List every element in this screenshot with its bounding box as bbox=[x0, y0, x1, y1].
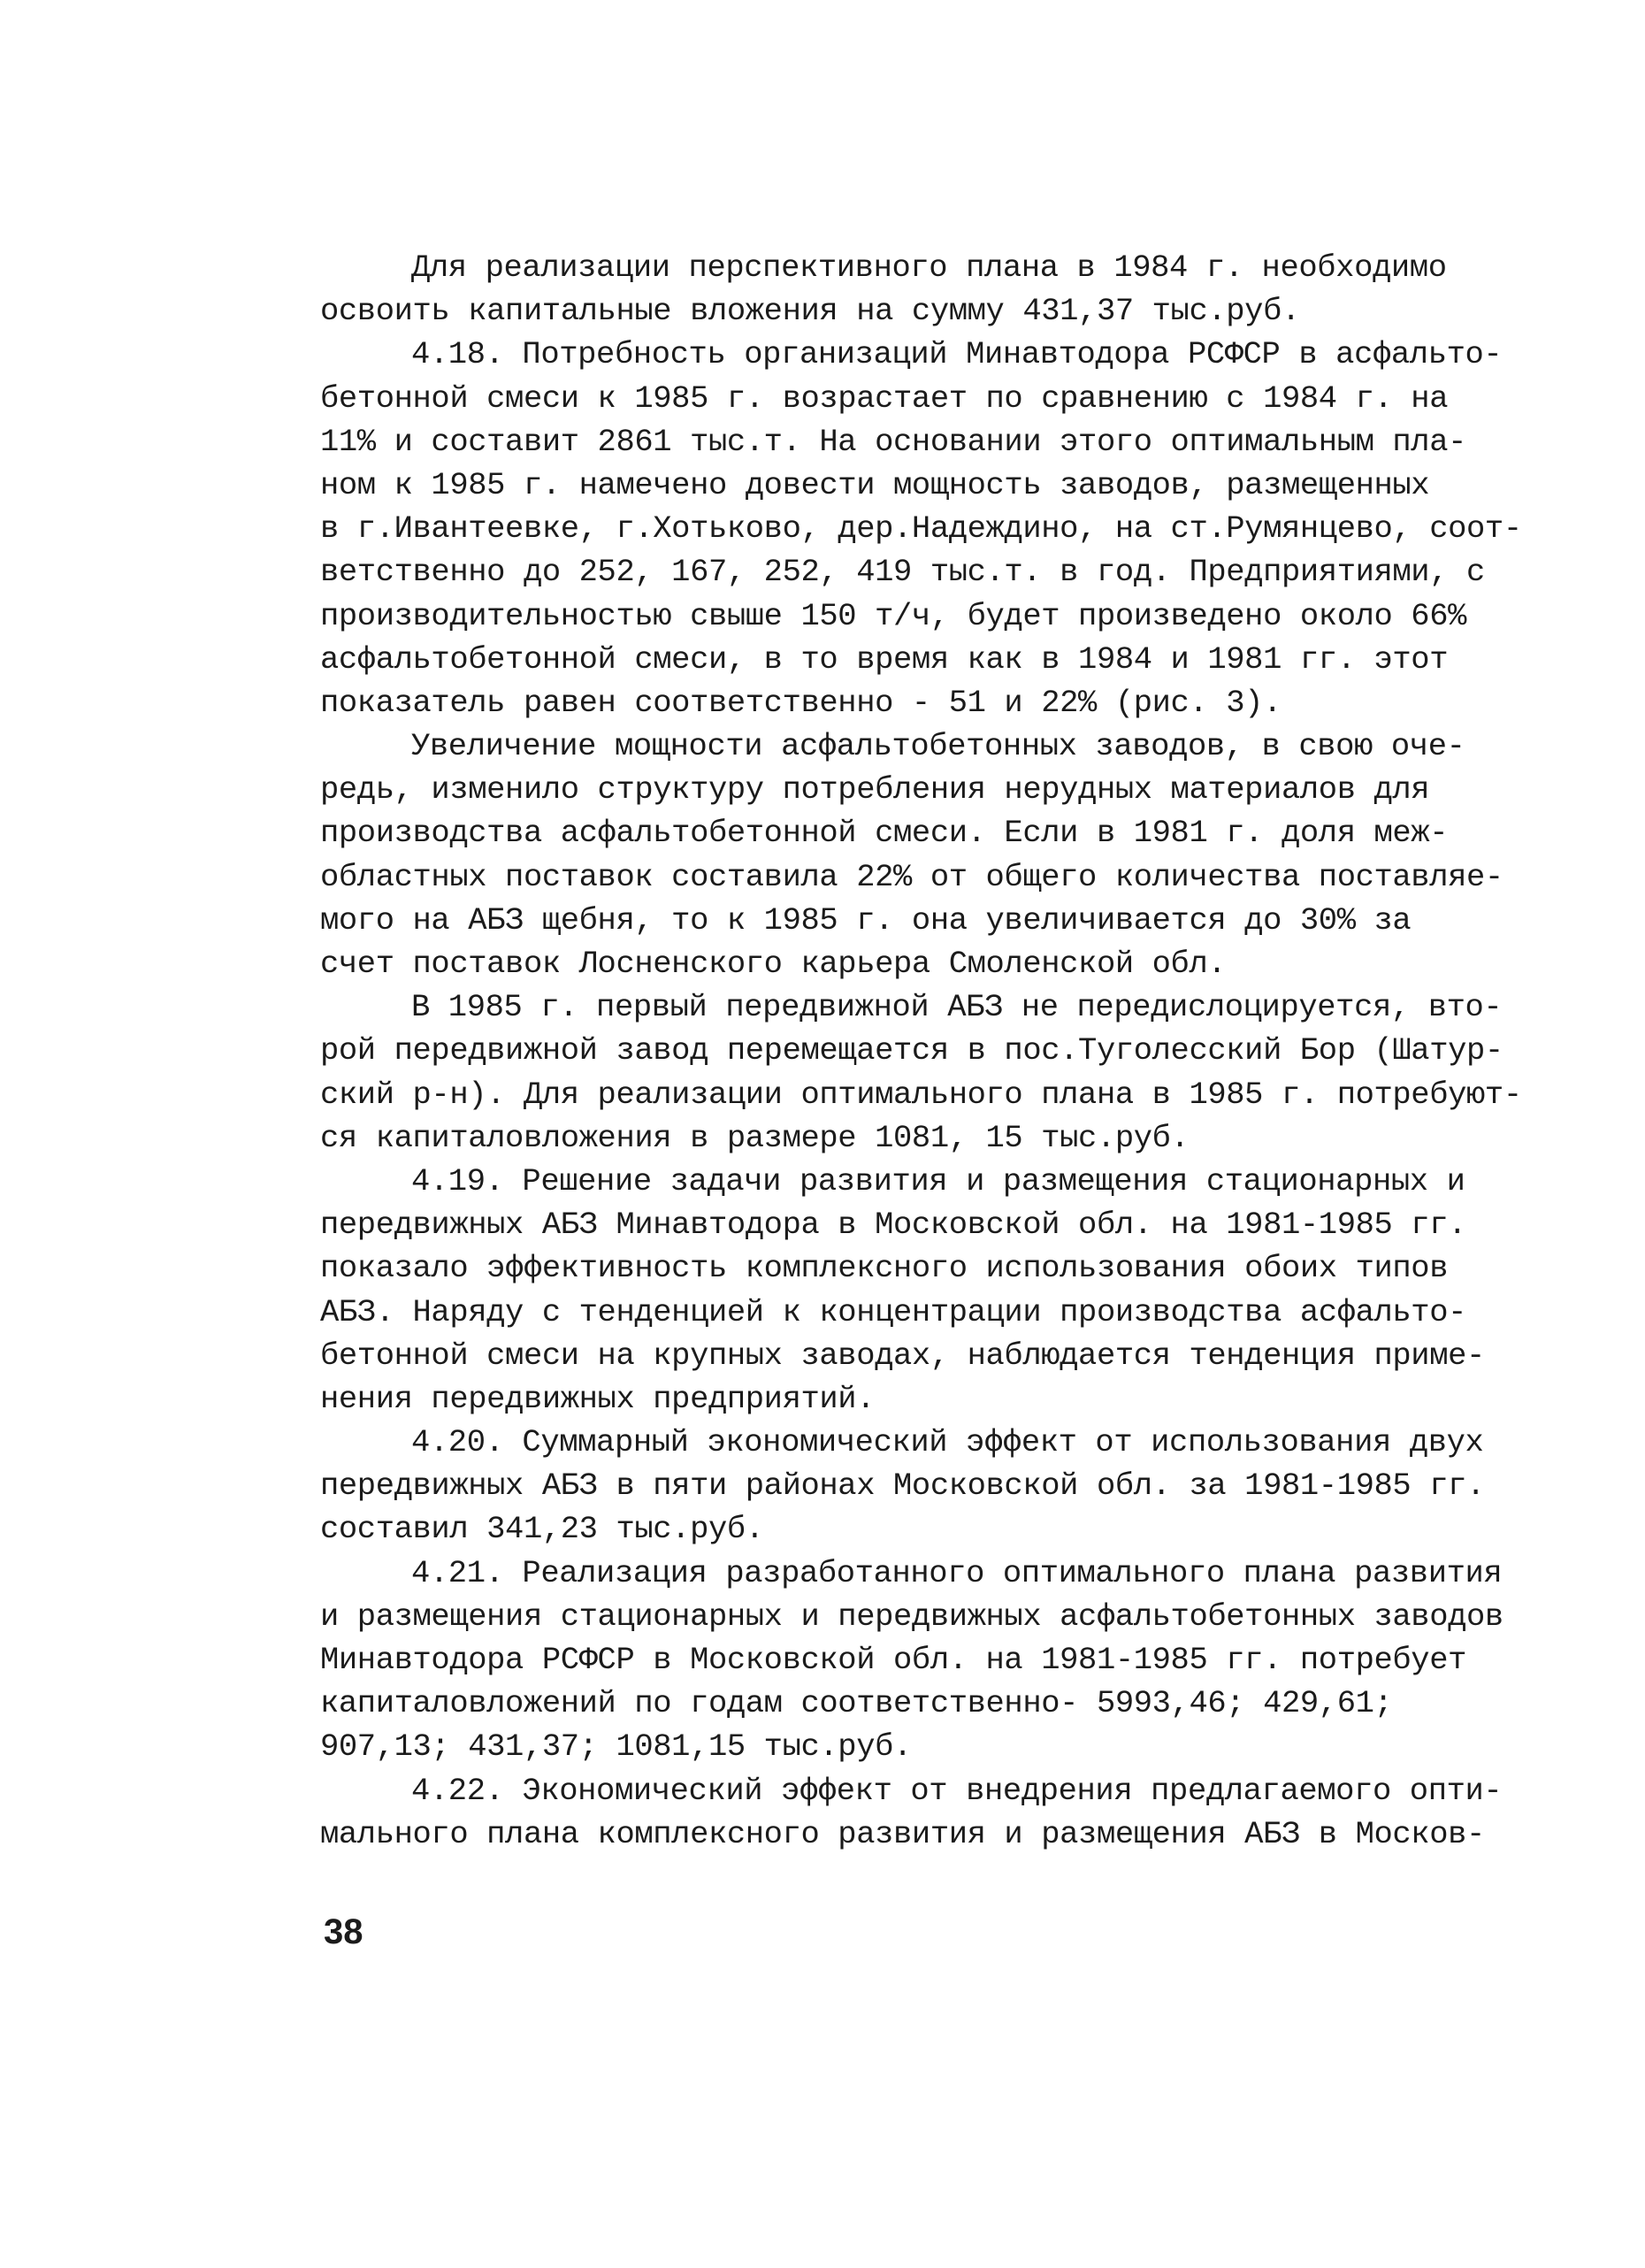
text-line: составил 341,23 тыс.руб. bbox=[320, 1511, 764, 1548]
body-text bbox=[320, 246, 1522, 1856]
text-line: 4.18. Потребность организаций Минавтодора РСФСР в асфальто- bbox=[411, 336, 1503, 373]
text-line: мального плана комплексного развития и размещения АБЗ в Москов- bbox=[320, 1815, 1485, 1852]
text-line: АБЗ. Наряду с тенденцией к концентрации производства асфальто- bbox=[320, 1293, 1467, 1330]
text-line: 11% и составит 2861 тыс.т. На основании этого оптимальным пла- bbox=[320, 423, 1467, 460]
text-line: 4.22. Экономический эффект от внедрения предлагаемого опти- bbox=[411, 1772, 1503, 1809]
text-line: передвижных АБЗ в пяти районах Московской обл. за 1981-1985 гг. bbox=[320, 1467, 1485, 1505]
text-line: бетонной смеси на крупных заводах, наблюдается тенденция приме- bbox=[320, 1337, 1485, 1374]
text-line: ся капиталовложения в размере 1081, 15 тыс.руб. bbox=[320, 1119, 1190, 1156]
text-line: передвижных АБЗ Минавтодора в Московской обл. на 1981-1985 гг. bbox=[320, 1207, 1467, 1244]
text-line: Минавтодора РСФСР в Московской обл. на 1981-1985 гг. потребует bbox=[320, 1642, 1467, 1678]
text-line: ветственно до 252, 167, 252, 419 тыс.т. в год. Предприятиями, с bbox=[320, 554, 1485, 591]
text-line: Увеличение мощности асфальтобетонных заводов, в свою оче- bbox=[411, 728, 1465, 765]
text-line: Для реализации перспективного плана в 1984 г. необходимо bbox=[411, 249, 1447, 286]
text-line: редь, изменило структуру потребления нерудных материалов для bbox=[320, 771, 1430, 808]
text-line: производства асфальтобетонной смеси. Если в 1981 г. доля меж- bbox=[320, 815, 1449, 852]
text-line: и размещения стационарных и передвижных асфальтобетонных заводов bbox=[320, 1598, 1503, 1635]
text-line: областных поставок составила 22% от общего количества поставляе- bbox=[320, 858, 1503, 895]
page-number: 38 bbox=[324, 1912, 363, 1951]
text-line: показало эффективность комплексного использования обоих типов bbox=[320, 1250, 1449, 1287]
text-line: производительностью свыше 150 т/ч, будет произведено около 66% bbox=[320, 597, 1467, 634]
text-line: 4.19. Решение задачи развития и размещения стационарных и bbox=[411, 1162, 1465, 1199]
text-line: показатель равен соответственно - 51 и 22% (рис. 3). bbox=[320, 684, 1282, 721]
text-line: мого на АБЗ щебня, то к 1985 г. она увеличивается до 30% за bbox=[320, 901, 1412, 939]
text-line: ном к 1985 г. намечено довести мощность заводов, размещенных bbox=[320, 466, 1430, 503]
text-line: освоить капитальные вложения на сумму 431,37 тыс.руб. bbox=[320, 293, 1300, 330]
text-line: В 1985 г. первый передвижной АБЗ не передислоцируется, вто- bbox=[411, 989, 1503, 1026]
text-line: 4.20. Суммарный экономический эффект от использования двух bbox=[411, 1424, 1484, 1461]
text-line: бетонной смеси к 1985 г. возрастает по сравнению с 1984 г. на bbox=[320, 379, 1449, 417]
text-line: рой передвижной завод перемещается в пос.Туголесский Бор (Шатур- bbox=[320, 1032, 1503, 1069]
text-line: ский р-н). Для реализации оптимального плана в 1985 г. потребуют- bbox=[320, 1076, 1522, 1113]
text-line: капиталовложений по годам соответственно- 5993,46; 429,61; bbox=[320, 1685, 1393, 1722]
text-line: асфальтобетонной смеси, в то время как в 1984 и 1981 гг. этот bbox=[320, 640, 1449, 678]
text-line: 4.21. Реализация разработанного оптимального плана развития bbox=[411, 1554, 1503, 1591]
text-line: нения передвижных предприятий. bbox=[320, 1380, 876, 1417]
text-line: 907,13; 431,37; 1081,15 тыс.руб. bbox=[320, 1728, 912, 1766]
text-line: в г.Ивантеевке, г.Хотьково, дер.Надеждино, на ст.Румянцево, соот- bbox=[320, 510, 1522, 548]
text-line: счет поставок Лосненского карьера Смоленской обл. bbox=[320, 946, 1227, 982]
